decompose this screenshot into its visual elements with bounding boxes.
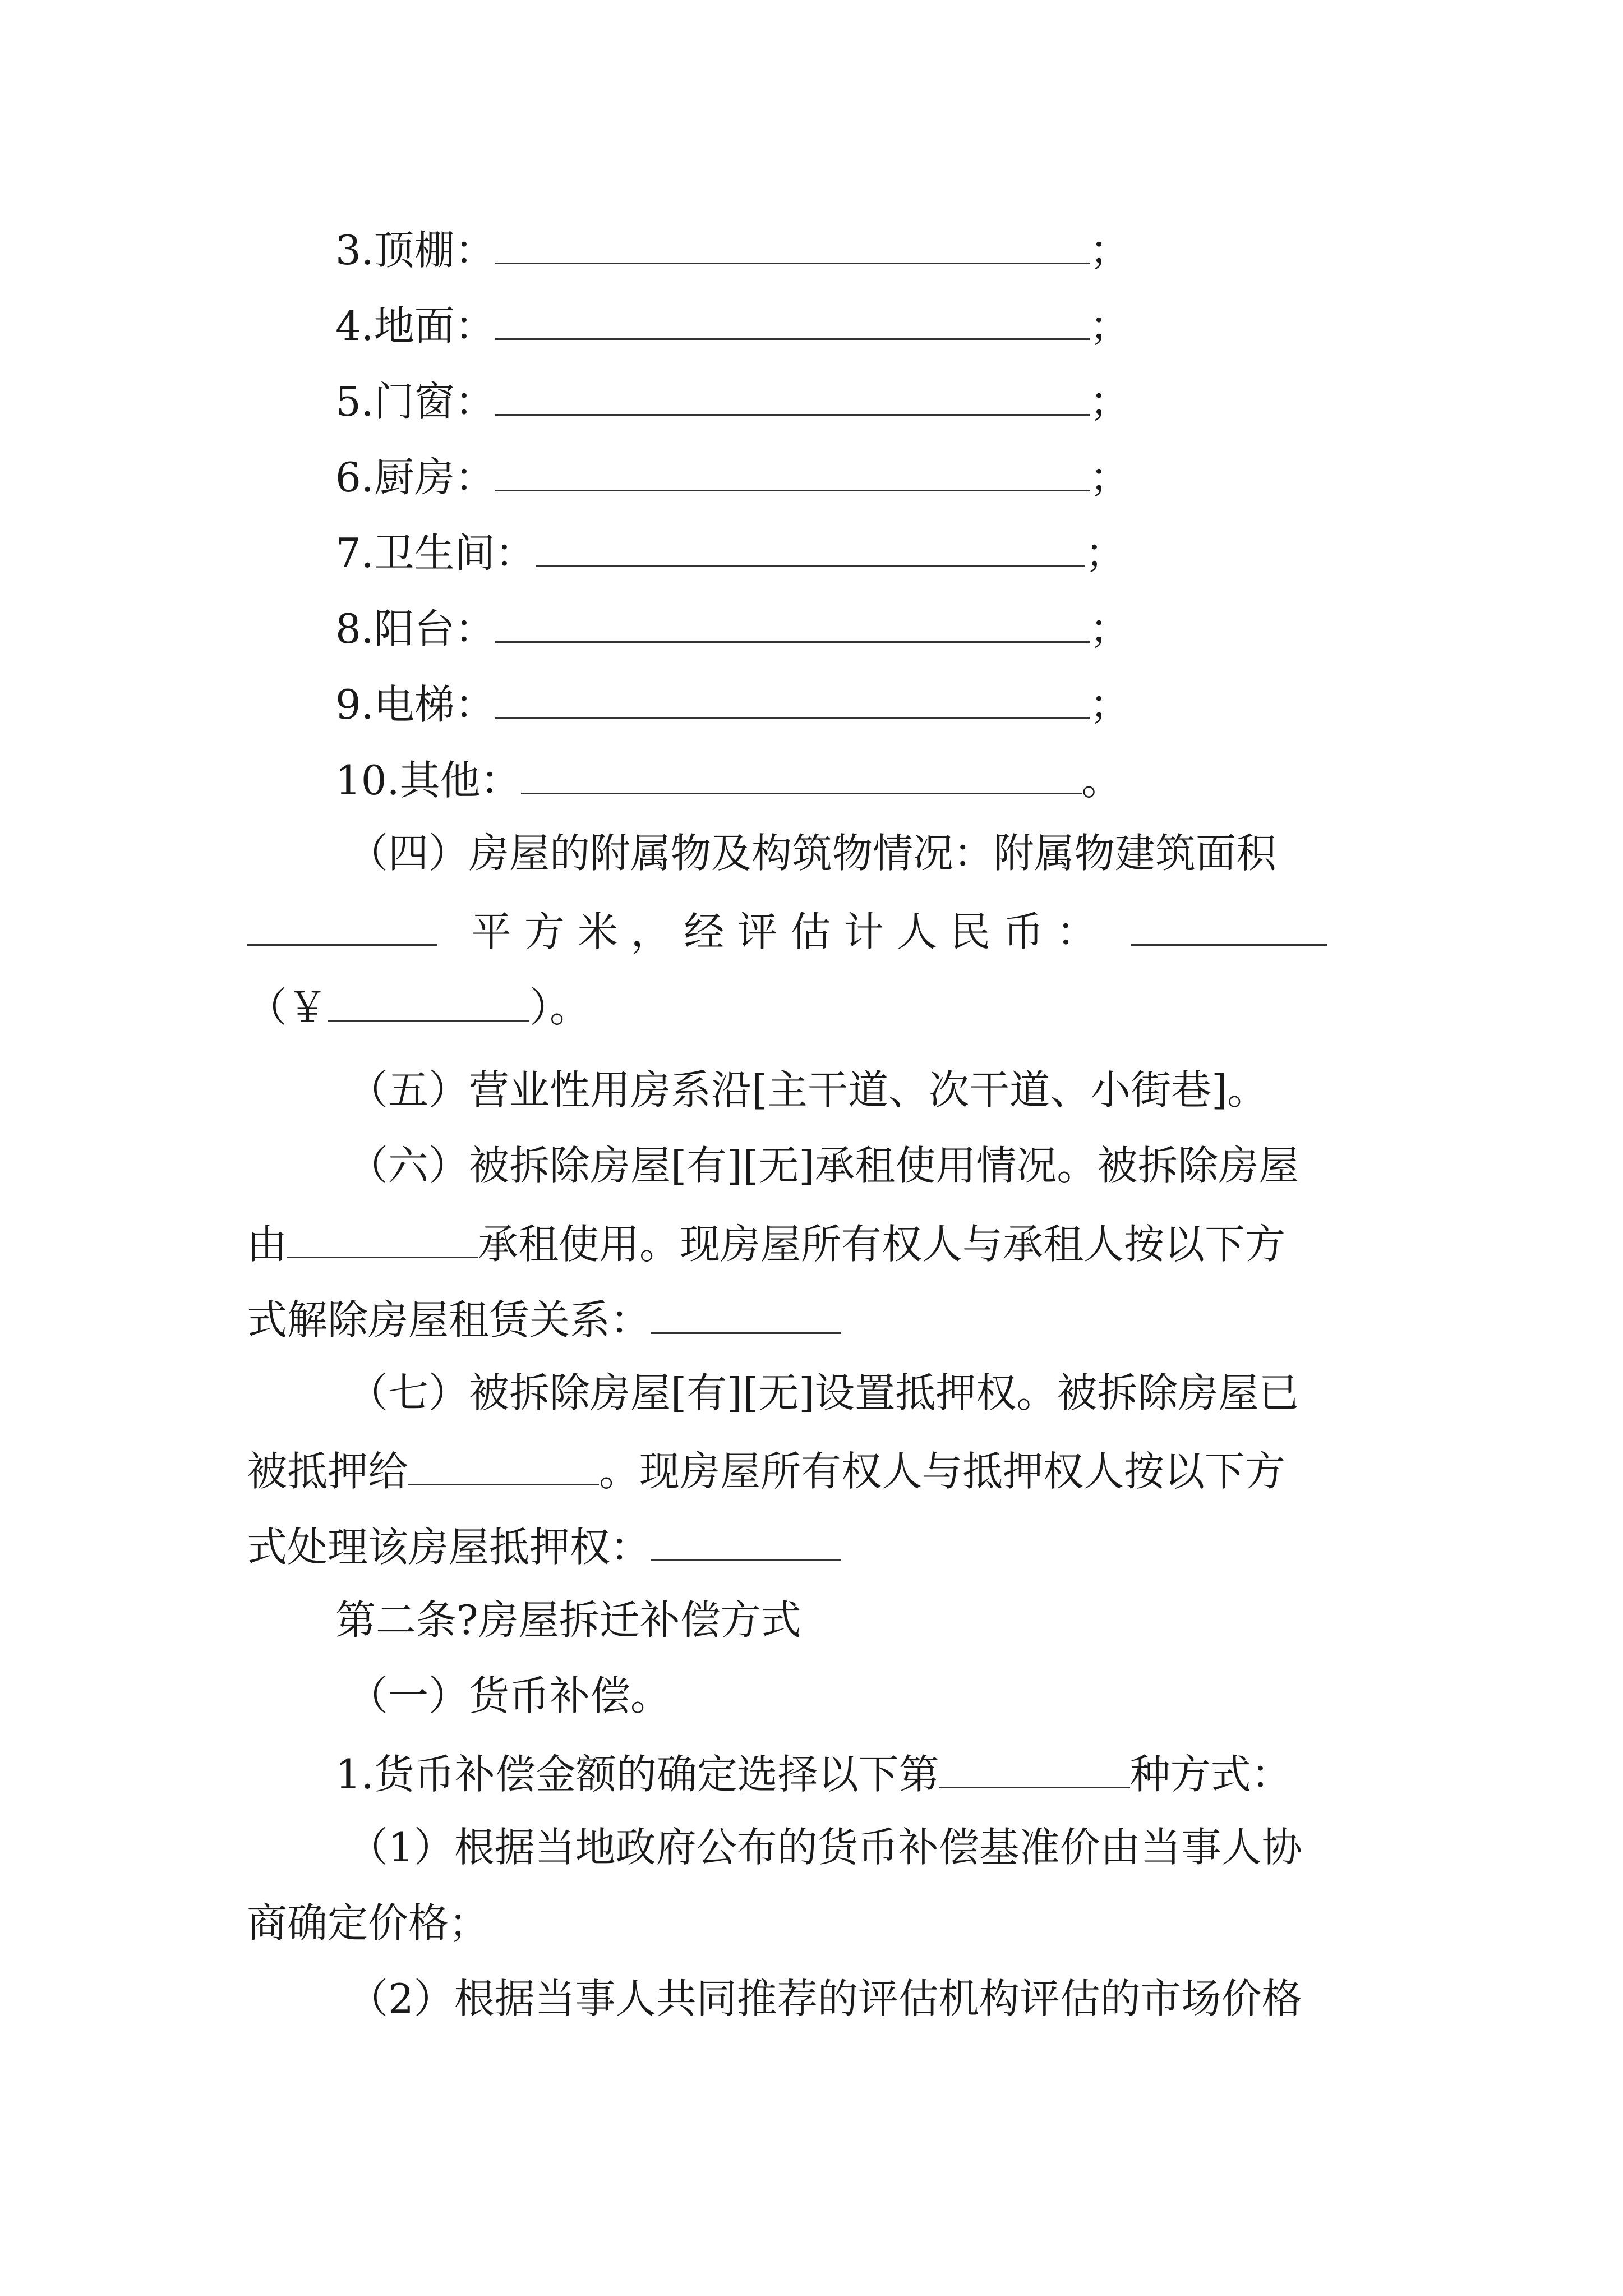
- section-monetary: （一）货币补偿。: [348, 1672, 671, 1719]
- item-floor: 4.地面： ；: [335, 298, 1130, 351]
- fill-blank[interactable]: [328, 979, 529, 1022]
- option-two-line1: （2）根据当事人共同推荐的评估机构评估的市场价格: [348, 1975, 1302, 2022]
- item-doors-windows: 5.门窗： ；: [335, 374, 1130, 427]
- fill-blank[interactable]: [408, 1443, 599, 1485]
- para-seven-line1: （七）被拆除房屋[有][无]设置抵押权。被拆除房屋已: [348, 1369, 1299, 1416]
- para-six-line1: （六）被拆除房屋[有][无]承租使用情况。被拆除房屋: [348, 1142, 1299, 1189]
- item-kitchen: 6.厨房： ；: [335, 449, 1130, 503]
- item-label: 9.电梯：: [335, 681, 495, 728]
- fill-blank[interactable]: [287, 1216, 478, 1258]
- item-label: 5.门窗：: [335, 378, 495, 425]
- fill-blank[interactable]: [495, 222, 1090, 264]
- fill-blank[interactable]: [495, 601, 1090, 643]
- fill-blank[interactable]: [247, 904, 437, 946]
- fill-blank[interactable]: [651, 1519, 841, 1561]
- para-four-line2: 平 方 米 ， 经 评 估 计 人 民 币 ：: [247, 904, 1327, 957]
- fill-blank[interactable]: [1131, 904, 1327, 946]
- fill-blank[interactable]: [651, 1292, 841, 1334]
- para-six-line3: 式解除房屋租赁关系：: [247, 1292, 841, 1345]
- fill-blank[interactable]: [521, 752, 1082, 794]
- para-four-line3: （￥ ）。: [247, 979, 590, 1033]
- item-label: 3.顶棚：: [335, 227, 495, 274]
- option-one-line2: 商确定价格；: [247, 1899, 490, 1947]
- item-label: 10.其他：: [335, 757, 521, 804]
- fill-blank[interactable]: [495, 374, 1090, 416]
- item-label: 7.卫生间：: [335, 530, 536, 577]
- para-five: （五）营业性用房系沿[主干道、次干道、小街巷]。: [348, 1066, 1268, 1114]
- fill-blank[interactable]: [536, 525, 1085, 567]
- item-ceiling: 3.顶棚： ；: [335, 222, 1130, 275]
- fill-blank[interactable]: [939, 1746, 1130, 1788]
- para-six-line2: 由 承租使用。现房屋所有权人与承租人按以下方: [247, 1216, 1285, 1269]
- item-elevator: 9.电梯： ；: [335, 677, 1130, 730]
- option-one-line1: （1）根据当地政府公布的货币补偿基准价由当事人协: [348, 1824, 1302, 1871]
- item-one-method: 1.货币补偿金额的确定选择以下第 种方式：: [335, 1746, 1292, 1800]
- item-bathroom: 7.卫生间： ；: [335, 525, 1126, 578]
- item-label: 8.阳台：: [335, 605, 495, 652]
- item-label: 4.地面：: [335, 302, 495, 349]
- article-two-heading: 第二条?房屋拆迁补偿方式: [335, 1596, 801, 1644]
- para-seven-line3: 式处理该房屋抵押权：: [247, 1519, 841, 1572]
- para-seven-line2: 被抵押给 。现房屋所有权人与抵押权人按以下方: [247, 1443, 1285, 1497]
- para-four-line1: （四）房屋的附属物及构筑物情况：附属物建筑面积: [348, 830, 1277, 877]
- item-label: 6.厨房：: [335, 454, 495, 501]
- fill-blank[interactable]: [495, 298, 1090, 340]
- fill-blank[interactable]: [495, 677, 1090, 719]
- item-balcony: 8.阳台： ；: [335, 601, 1130, 654]
- fill-blank[interactable]: [495, 449, 1090, 491]
- item-other: 10.其他： 。: [335, 752, 1122, 806]
